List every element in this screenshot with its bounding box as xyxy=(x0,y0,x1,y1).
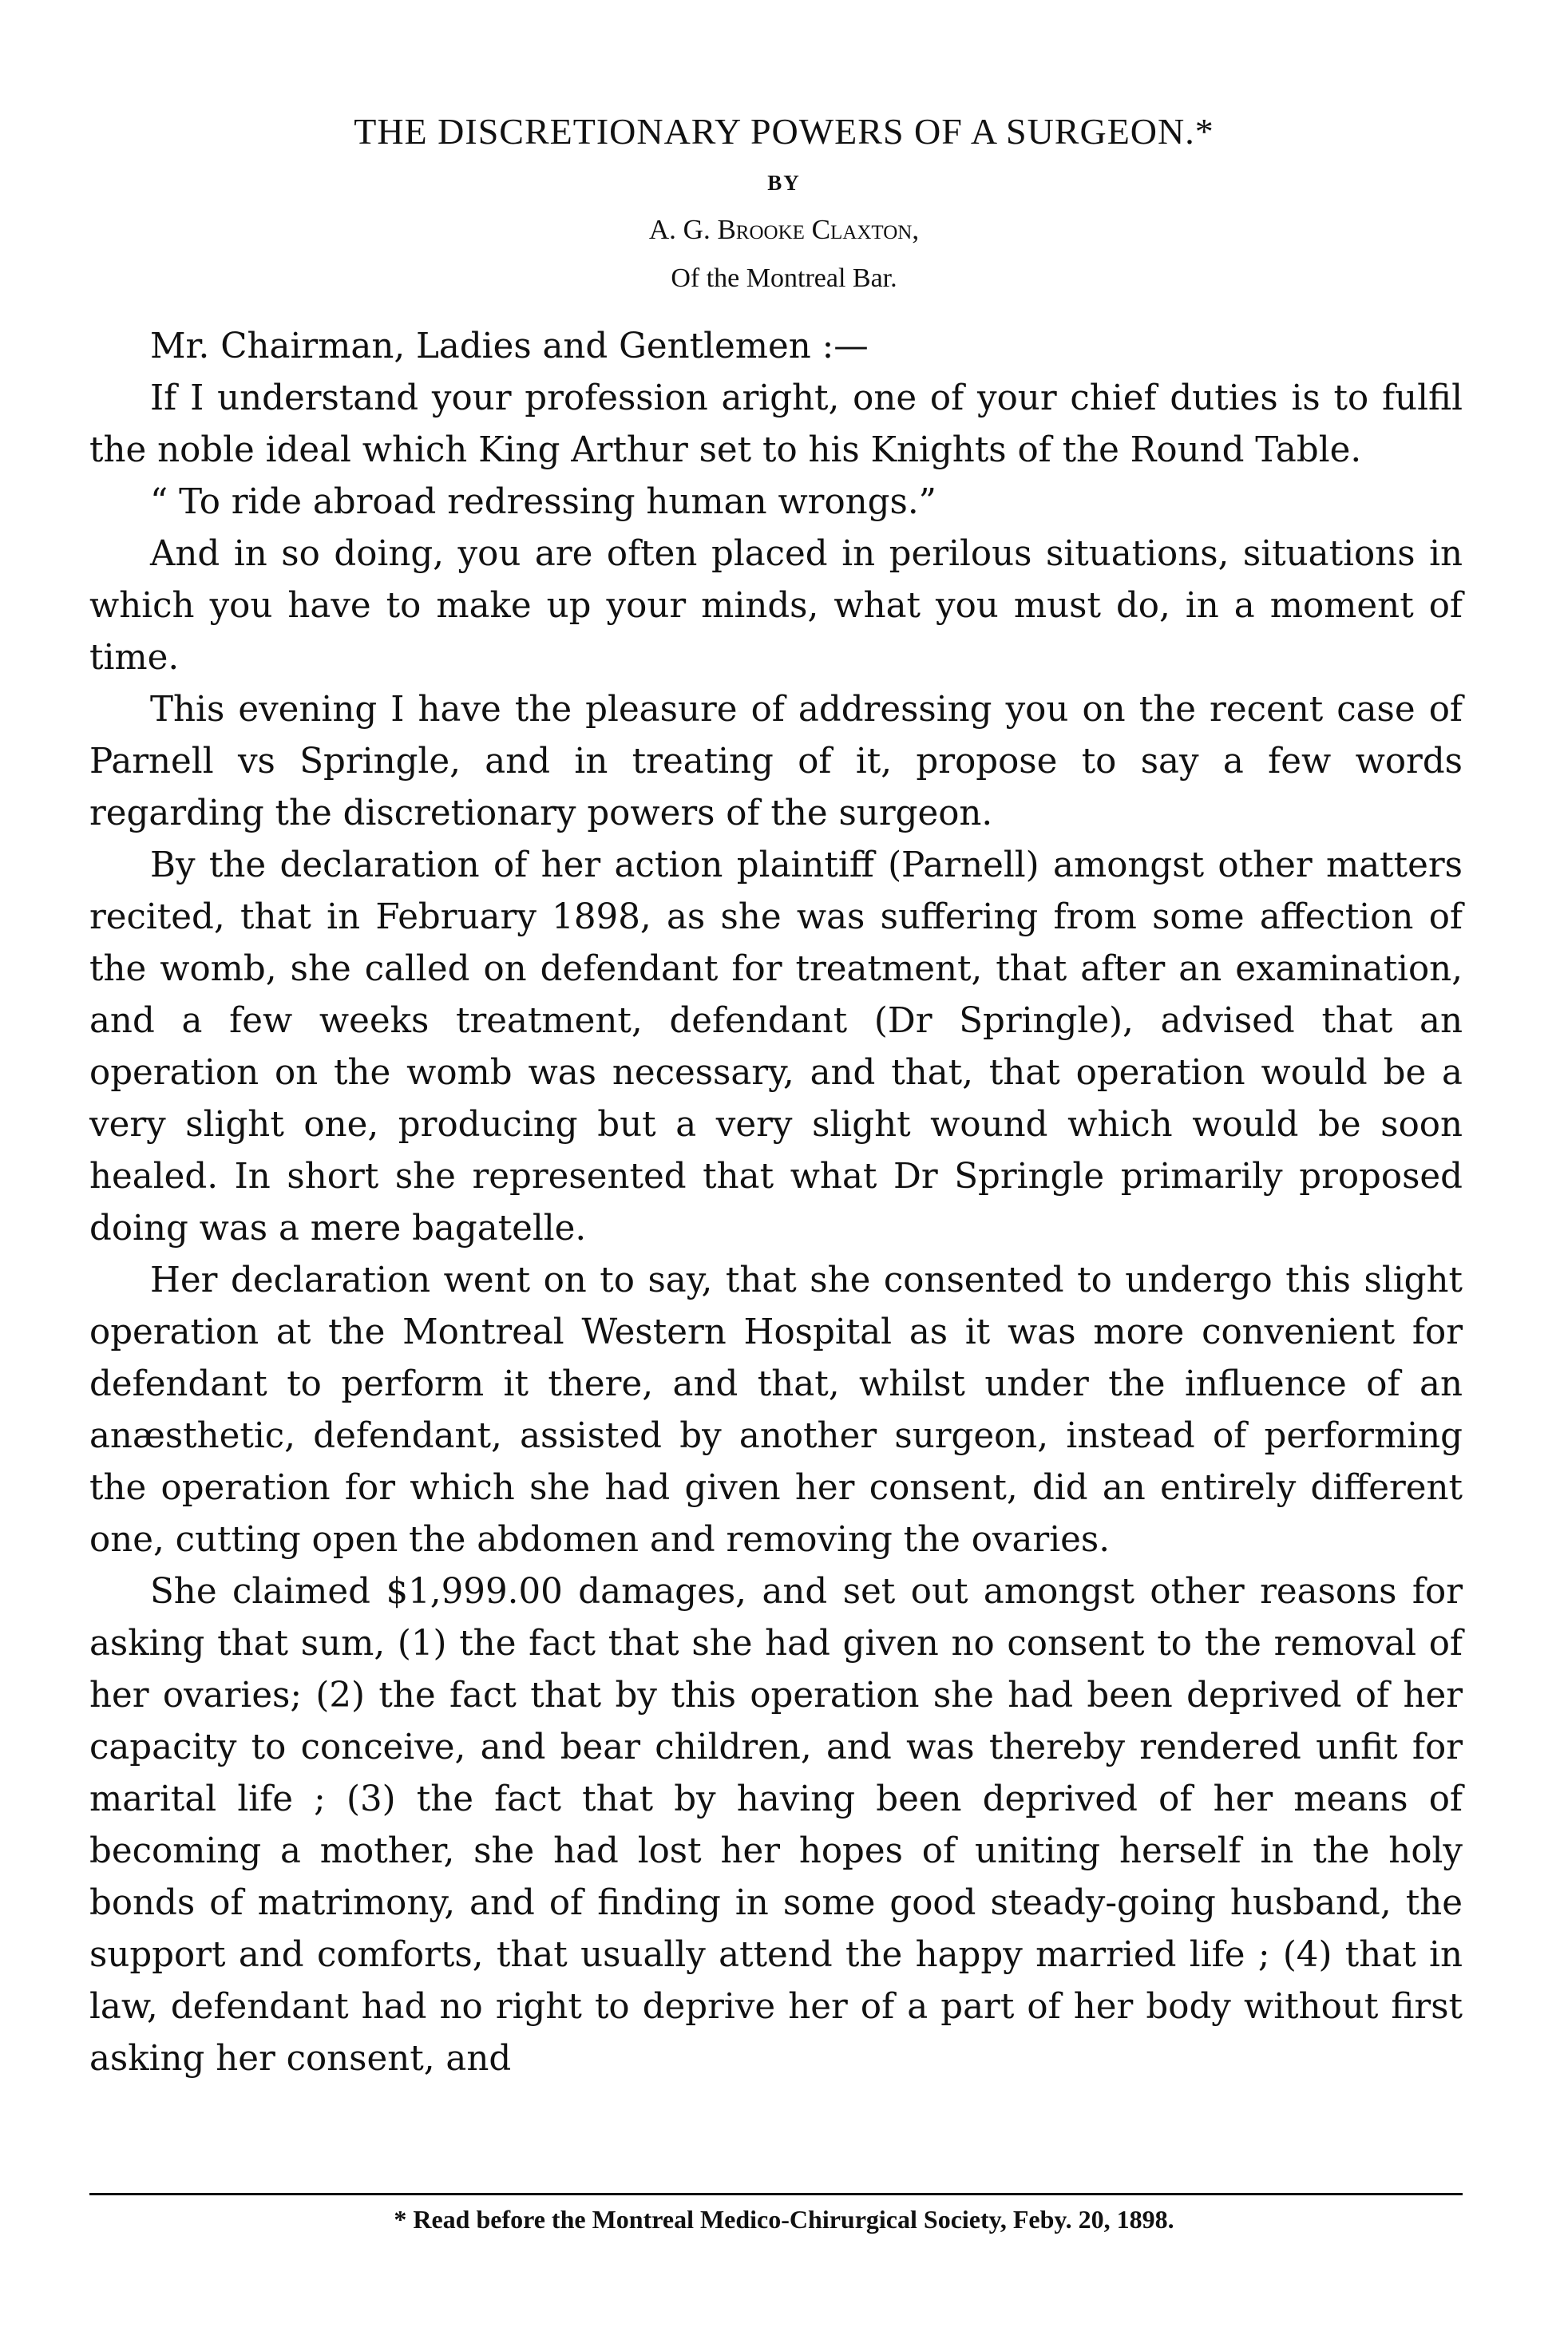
paragraph: This evening I have the pleasure of addressing you on the recent case of Parnell vs Springle, and in treating of it, propose to say a few words regarding the discretionary powers of the surgeon. xyxy=(89,690,1463,833)
article-body xyxy=(89,321,1463,2085)
paragraph: She claimed $1,999.00 damages, and set out amongst other reasons for asking that sum, (1) the fact that she had given no consent to the removal of her ovaries; (2) the fact that by this operation she had been deprived of her capacity to conceive, and bear children, and was thereby rendered unfit for marital life ; (3) the fact that by having been deprived of her means of becoming a mother, she had lost her hopes of uniting herself in the holy bonds of matrimony, and of finding in some good steady-going husband, the support and comforts, that usually attend the happy married life ; (4) that in law, defendant had no right to deprive her of a part of her body without first asking her consent, and xyxy=(89,1572,1463,2079)
quotation: “ To ride abroad redressing human wrongs.” xyxy=(150,482,936,522)
salutation: Mr. Chairman, Ladies and Gentlemen :— xyxy=(150,327,869,366)
author-affiliation: Of the Montreal Bar. xyxy=(671,263,897,293)
author-name: A. G. Brooke Claxton, xyxy=(648,214,920,245)
paragraph: If I understand your profession aright, one of your chief duties is to fulfil the noble ideal which King Arthur set to his Knights of the Round Table. xyxy=(89,378,1463,470)
article-title: THE DISCRETIONARY POWERS OF A SURGEON.* xyxy=(354,111,1214,152)
paragraph: Her declaration went on to say, that she consented to undergo this slight operation at the Montreal Western Hospital as it was more convenient for defendant to perform it there, and that, whilst under the influence of an anæsthetic, defendant, assisted by another surgeon, instead of performing the operation for which she had given her consent, did an entirely different one, cutting open the abdomen and removing the ovaries. xyxy=(89,1261,1463,1560)
paragraph: And in so doing, you are often placed in perilous situations, situations in which you have to make up your minds, what you must do, in a moment of time. xyxy=(89,534,1463,678)
paragraph: By the declaration of her action plaintiff (Parnell) amongst other matters recited, that in February 1898, as she was suffering from some affection of the womb, she called on defendant for treatment, that after an examination, and a few weeks treatment, defendant (Dr Springle), advised that an operation on the womb was necessary, and that, that operation would be a very slight one, producing but a very slight wound which would be soon healed. In short she represented that what Dr Springle primarily proposed doing was a mere bagatelle. xyxy=(89,845,1463,1249)
footnote-divider xyxy=(89,2193,1463,2195)
footnote: * Read before the Montreal Medico-Chirurgical Society, Feby. 20, 1898. xyxy=(394,2205,1174,2234)
byline-label: BY xyxy=(767,171,801,195)
